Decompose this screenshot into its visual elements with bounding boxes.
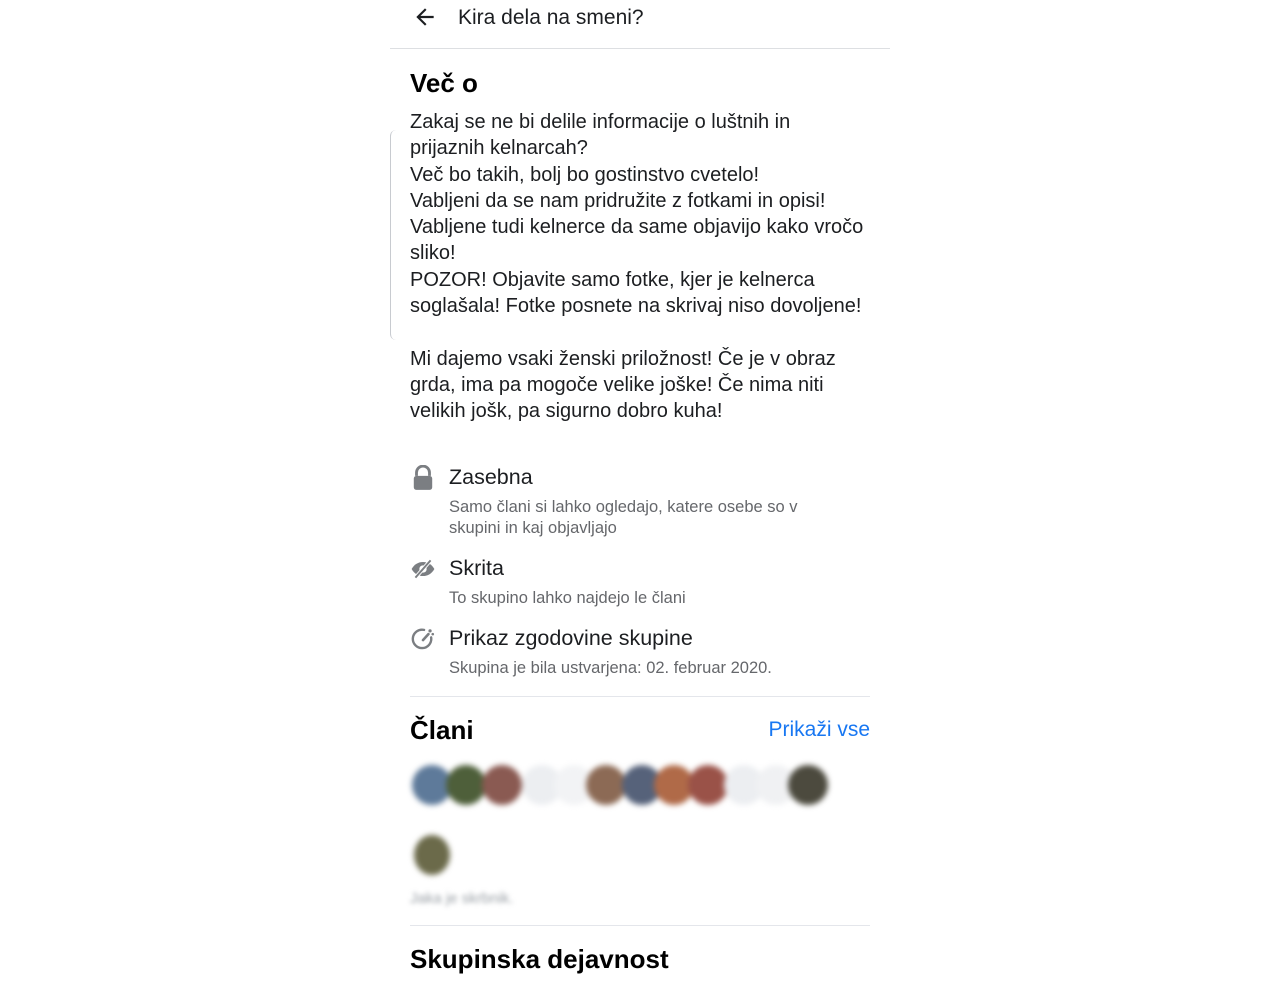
eye-hidden-icon — [410, 556, 436, 582]
description-paragraph: Mi dajemo vsaki ženski priložnost! Če je v obraz grda, ima pa mogoče velike joške! Če nima niti velikih jošk, pa sigurno dobro kuha! — [410, 347, 836, 423]
visibility-subtitle: To skupino lahko najdejo le člani — [449, 589, 686, 607]
members-title: Člani — [410, 715, 474, 745]
avatar[interactable] — [688, 765, 728, 805]
description-line: Zakaj se ne bi delile informacije o luštnih in prijaznih kelnarcah? — [410, 111, 791, 160]
section-divider — [410, 696, 870, 697]
section-divider — [410, 925, 870, 926]
avatar[interactable] — [482, 765, 522, 805]
avatar[interactable] — [446, 765, 486, 805]
see-all-members-link[interactable]: Prikaži vse — [768, 718, 870, 741]
description-line: Vabljene tudi kelnerce da same objavijo kako vročo sliko! — [410, 216, 864, 265]
visibility-title: Skrita — [449, 556, 504, 580]
group-description — [410, 109, 870, 425]
description-line: POZOR! Objavite samo fotke, kjer je kelnerca soglašala! Fotke posnete na skrivaj niso dovoljene! — [410, 268, 862, 318]
group-about-screen — [390, 0, 890, 983]
about-title: Več o — [410, 68, 478, 98]
group-name-title: Kira dela na smeni? — [458, 6, 644, 29]
scroll-indicator — [390, 130, 397, 340]
avatar[interactable] — [788, 765, 828, 805]
member-avatars — [410, 765, 870, 809]
top-bar — [390, 0, 890, 49]
group-activity-title: Skupinska dejavnost — [410, 944, 669, 974]
history-subtitle: Skupina je bila ustvarjena: 02. februar 2020. — [449, 659, 772, 677]
privacy-subtitle: Samo člani si lahko ogledajo, katere osebe so v skupini in kaj objavljajo — [449, 498, 798, 537]
avatar[interactable] — [586, 765, 626, 805]
history-title: Prikaz zgodovine skupine — [449, 626, 693, 650]
admin-avatar[interactable] — [414, 835, 450, 875]
description-line: Vabljeni da se nam pridružite z fotkami in opisi! — [410, 189, 826, 212]
lock-icon — [410, 465, 436, 491]
privacy-title: Zasebna — [449, 465, 533, 489]
history-icon — [410, 626, 436, 652]
description-line: Več bo takih, bolj bo gostinstvo cvetelo! — [410, 163, 760, 186]
admin-caption: Jaka je skrbnik. — [410, 890, 514, 907]
arrow-left-icon[interactable] — [412, 4, 438, 30]
